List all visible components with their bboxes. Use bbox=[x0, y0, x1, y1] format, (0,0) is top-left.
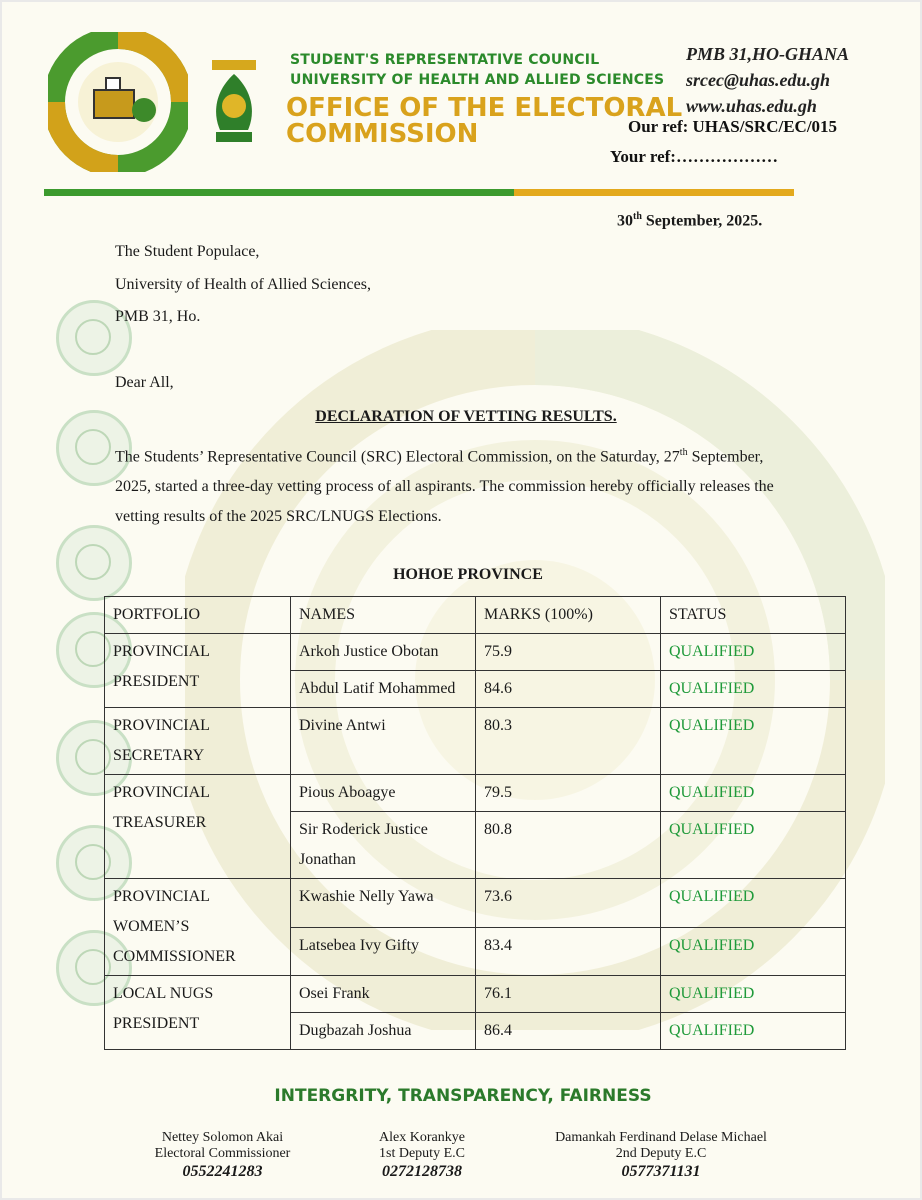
signatory-phone: 0552241283 bbox=[182, 1163, 263, 1180]
status-cell: QUALIFIED bbox=[661, 634, 846, 671]
office-title: OFFICE OF THE ELECTORAL bbox=[286, 93, 683, 123]
name-cell: Divine Antwi bbox=[291, 708, 476, 775]
results-table bbox=[104, 596, 846, 1050]
table-row bbox=[105, 775, 846, 812]
university-name: UNIVERSITY OF HEALTH AND ALLIED SCIENCES bbox=[290, 72, 665, 88]
signatory-name: Damankah Ferdinand Delase Michael bbox=[555, 1130, 767, 1145]
signatory-title: 2nd Deputy E.C bbox=[615, 1146, 707, 1161]
table-header-row bbox=[105, 597, 846, 634]
marks-cell: 79.5 bbox=[476, 775, 661, 812]
table-row bbox=[105, 976, 846, 1013]
table-title: HOHOE PROVINCE bbox=[393, 566, 543, 583]
signatory-phone: 0577371131 bbox=[621, 1163, 701, 1180]
contact-address: PMB 31,HO-GHANA bbox=[686, 44, 850, 64]
letter-date bbox=[617, 211, 762, 230]
name-cell: Kwashie Nelly Yawa bbox=[291, 879, 476, 928]
status-cell: QUALIFIED bbox=[661, 812, 846, 879]
address-line: University of Health of Allied Sciences, bbox=[115, 276, 371, 293]
rule-green bbox=[44, 189, 514, 196]
portfolio-cell: PROVINCIAL PRESIDENT bbox=[105, 634, 291, 708]
portfolio-cell: PROVINCIAL TREASURER bbox=[105, 775, 291, 879]
name-cell: Osei Frank bbox=[291, 976, 476, 1013]
marks-cell: 76.1 bbox=[476, 976, 661, 1013]
letter-body bbox=[115, 438, 795, 532]
office-title-2: COMMISSION bbox=[286, 119, 479, 149]
body-sup: th bbox=[679, 447, 688, 458]
contact-website: www.uhas.edu.gh bbox=[686, 96, 817, 116]
table-row bbox=[105, 708, 846, 775]
body-text-2: September, 2025, started a three-day vetting process of all aspirants. The commission hereby officially releases the vetting results of the 2025 SRC/LNUGS Elections. bbox=[115, 448, 774, 526]
status-cell: QUALIFIED bbox=[661, 927, 846, 976]
name-cell: Arkoh Justice Obotan bbox=[291, 634, 476, 671]
contact-email: srcec@uhas.edu.gh bbox=[686, 70, 830, 90]
status-cell: QUALIFIED bbox=[661, 1013, 846, 1050]
status-cell: QUALIFIED bbox=[661, 775, 846, 812]
column-header: NAMES bbox=[291, 597, 476, 634]
salutation: Dear All, bbox=[115, 374, 174, 391]
signatory-title: 1st Deputy E.C bbox=[379, 1146, 465, 1161]
name-cell: Abdul Latif Mohammed bbox=[291, 671, 476, 708]
status-cell: QUALIFIED bbox=[661, 708, 846, 775]
marks-cell: 80.3 bbox=[476, 708, 661, 775]
date-rest: September, 2025. bbox=[641, 212, 763, 230]
column-header: PORTFOLIO bbox=[105, 597, 291, 634]
portfolio-cell: PROVINCIAL SECRETARY bbox=[105, 708, 291, 775]
signatory-name: Alex Korankye bbox=[379, 1130, 465, 1145]
rule-gold bbox=[514, 189, 794, 196]
portfolio-cell: PROVINCIAL WOMEN’S COMMISSIONER bbox=[105, 879, 291, 976]
signatory-phone: 0272128738 bbox=[382, 1163, 462, 1180]
signatory-title: Electoral Commissioner bbox=[154, 1146, 291, 1161]
address-line: PMB 31, Ho. bbox=[115, 308, 201, 325]
seal-icon bbox=[56, 525, 132, 601]
header-rule bbox=[44, 189, 794, 196]
marks-cell: 86.4 bbox=[476, 1013, 661, 1050]
marks-cell: 83.4 bbox=[476, 927, 661, 976]
uhas-src-logo bbox=[206, 60, 262, 146]
status-cell: QUALIFIED bbox=[661, 879, 846, 928]
date-day: 30 bbox=[617, 212, 633, 230]
name-cell: Dugbazah Joshua bbox=[291, 1013, 476, 1050]
electoral-commission-logo bbox=[48, 32, 188, 172]
marks-cell: 75.9 bbox=[476, 634, 661, 671]
table-row bbox=[105, 634, 846, 671]
signatory-3 bbox=[522, 1130, 800, 1182]
signatory-2 bbox=[352, 1130, 492, 1182]
table-row bbox=[105, 879, 846, 928]
name-cell: Pious Aboagye bbox=[291, 775, 476, 812]
name-cell: Sir Roderick Justice Jonathan bbox=[291, 812, 476, 879]
date-suffix: th bbox=[633, 211, 642, 222]
address-line: The Student Populace, bbox=[115, 243, 260, 260]
column-header: STATUS bbox=[661, 597, 846, 634]
column-header: MARKS (100%) bbox=[476, 597, 661, 634]
motto: INTERGRITY, TRANSPARENCY, FAIRNESS bbox=[274, 1086, 652, 1106]
marks-cell: 84.6 bbox=[476, 671, 661, 708]
letter-heading: DECLARATION OF VETTING RESULTS. bbox=[315, 408, 617, 425]
status-cell: QUALIFIED bbox=[661, 976, 846, 1013]
marks-cell: 73.6 bbox=[476, 879, 661, 928]
portfolio-cell: LOCAL NUGS PRESIDENT bbox=[105, 976, 291, 1050]
name-cell: Latsebea Ivy Gifty bbox=[291, 927, 476, 976]
our-ref: Our ref: UHAS/SRC/EC/015 bbox=[628, 117, 838, 136]
status-cell: QUALIFIED bbox=[661, 671, 846, 708]
signatory-name: Nettey Solomon Akai bbox=[161, 1130, 284, 1145]
your-ref: Your ref:……………… bbox=[610, 147, 778, 166]
signatory-1 bbox=[120, 1130, 325, 1182]
body-text-1: The Students’ Representative Council (SRC) Electoral Commission, on the Saturday, 27 bbox=[115, 448, 680, 466]
marks-cell: 80.8 bbox=[476, 812, 661, 879]
council-name: STUDENT'S REPRESENTATIVE COUNCIL bbox=[290, 52, 600, 68]
